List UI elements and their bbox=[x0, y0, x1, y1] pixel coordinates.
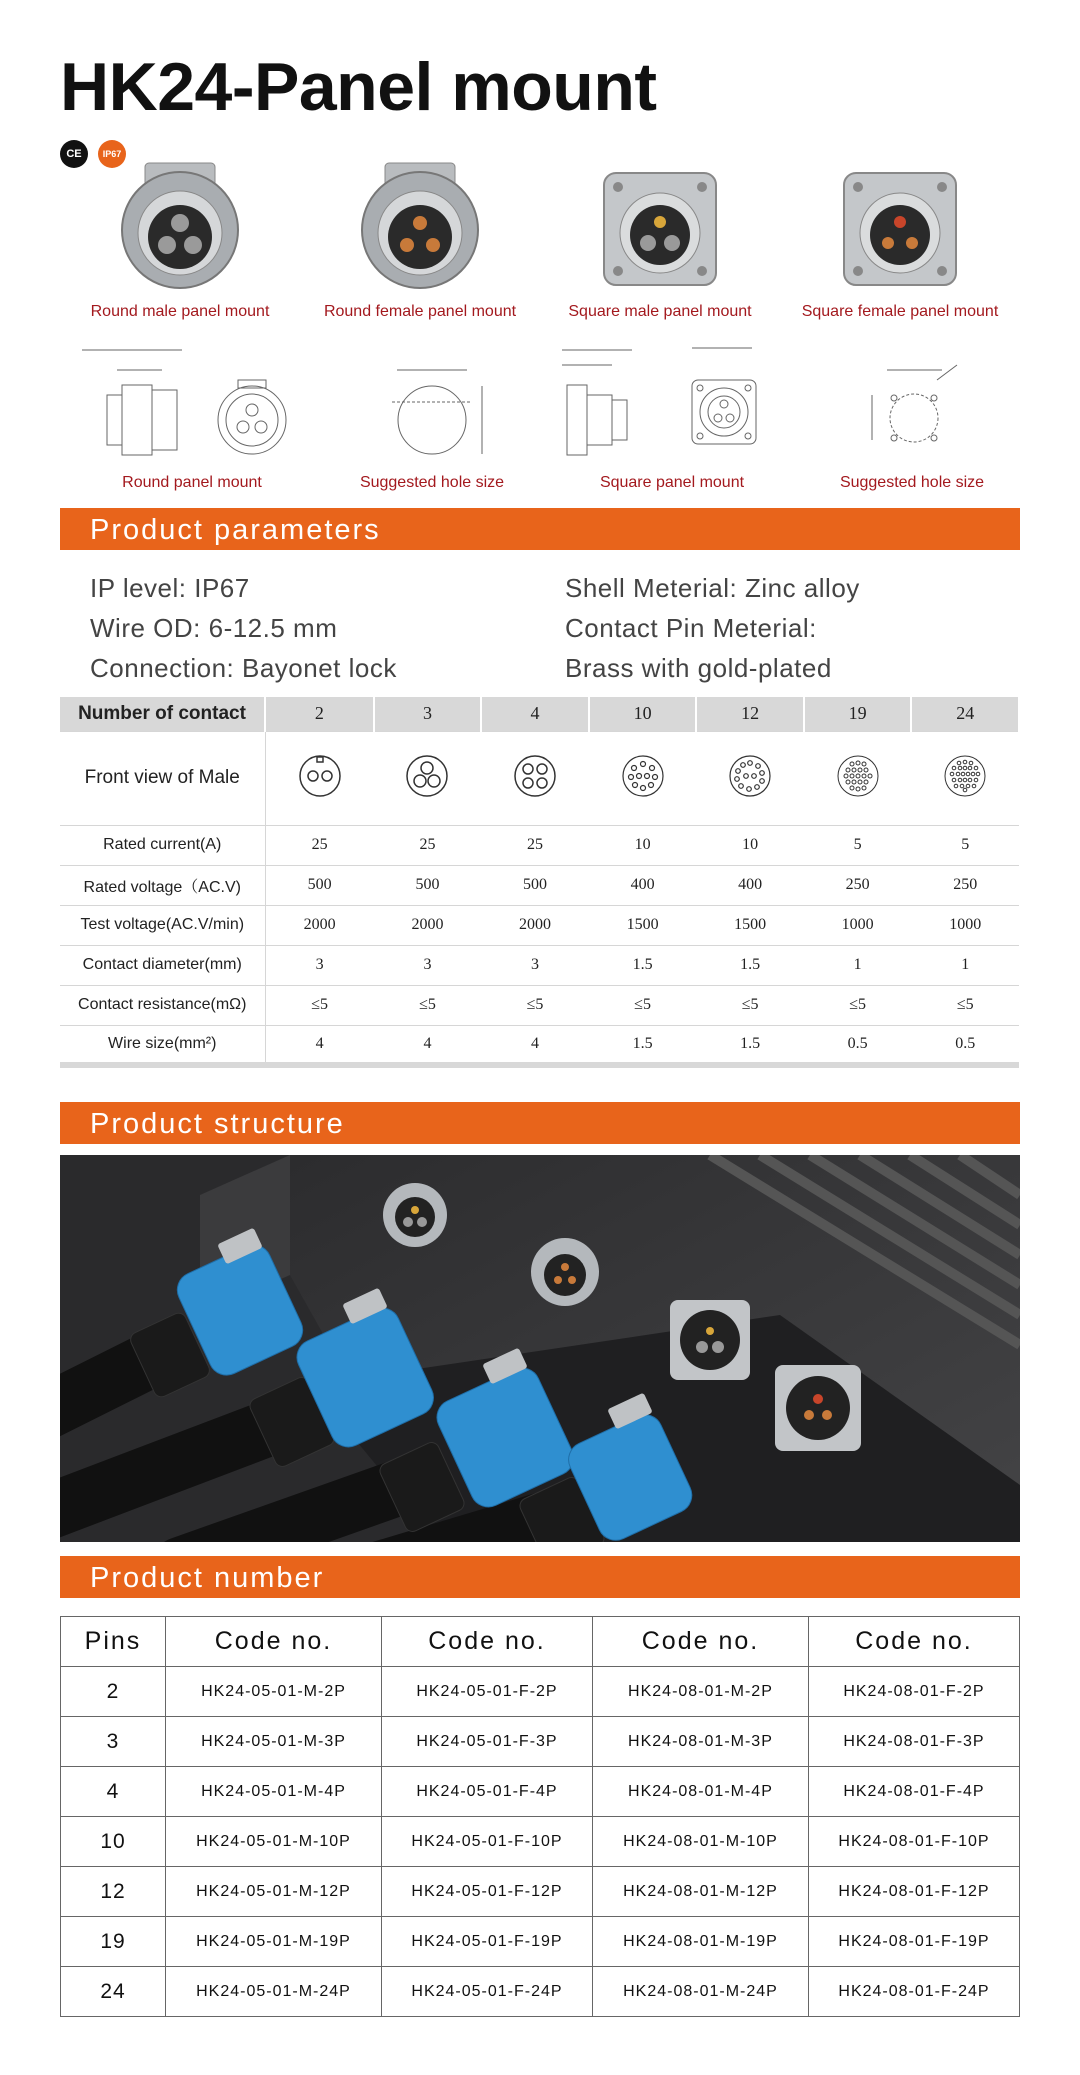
spec-cell: 250 bbox=[804, 865, 912, 905]
spec-cell: 4 bbox=[265, 1025, 374, 1065]
spec-row-label: Contact diameter(mm) bbox=[60, 945, 265, 985]
product-round-male bbox=[60, 155, 300, 330]
pin-layout-2-icon bbox=[297, 753, 343, 799]
pn-pins-cell: 24 bbox=[61, 1967, 166, 2017]
spec-cell: 0.5 bbox=[911, 1025, 1019, 1065]
spec-cell: 25 bbox=[481, 825, 589, 865]
contact-count-cell: 3 bbox=[374, 697, 482, 731]
spec-cell: 250 bbox=[911, 865, 1019, 905]
pn-header-pins: Pins bbox=[61, 1617, 166, 1667]
drawing-square-panel bbox=[540, 340, 804, 500]
spec-cell: 4 bbox=[374, 1025, 482, 1065]
pn-code-cell: HK24-08-01-F-4P bbox=[808, 1767, 1019, 1817]
drawing-caption: Suggested hole size bbox=[839, 474, 985, 491]
product-caption: Square male panel mount bbox=[568, 303, 752, 320]
drawing-caption: Round panel mount bbox=[122, 474, 262, 491]
pn-code-cell: HK24-08-01-M-3P bbox=[592, 1717, 808, 1767]
spec-cell: 2000 bbox=[265, 905, 374, 945]
spec-cell: 1.5 bbox=[589, 1025, 697, 1065]
front-view-cell bbox=[265, 731, 374, 825]
spec-row bbox=[60, 1025, 1019, 1065]
spec-row bbox=[60, 905, 1019, 945]
pin-layout-19-icon bbox=[835, 753, 881, 799]
connectors-on-panel-illustration bbox=[60, 1155, 1020, 1542]
pn-row bbox=[61, 1717, 1020, 1767]
param-line: Contact Pin Meterial: bbox=[565, 613, 817, 643]
section-header-parameters bbox=[60, 508, 1020, 550]
spec-cell: 5 bbox=[911, 825, 1019, 865]
spec-cell: 1000 bbox=[804, 905, 912, 945]
contact-count-cell: 19 bbox=[804, 697, 912, 731]
spec-cell: ≤5 bbox=[589, 985, 697, 1025]
spec-cell: 1000 bbox=[911, 905, 1019, 945]
drawing-square-hole bbox=[804, 340, 1020, 500]
round-male-connector-icon bbox=[110, 155, 250, 295]
pn-pins-cell: 10 bbox=[61, 1817, 166, 1867]
product-round-female bbox=[300, 155, 540, 330]
drawing-caption: Suggested hole size bbox=[359, 474, 505, 491]
pn-row bbox=[61, 1917, 1020, 1967]
front-view-cell bbox=[481, 731, 589, 825]
spec-cell: ≤5 bbox=[374, 985, 482, 1025]
front-view-cell bbox=[374, 731, 482, 825]
pn-code-cell: HK24-05-01-F-10P bbox=[381, 1817, 592, 1867]
pn-code-cell: HK24-05-01-F-24P bbox=[381, 1967, 592, 2017]
spec-row-label: Contact resistance(mΩ) bbox=[60, 985, 265, 1025]
spec-cell: 10 bbox=[696, 825, 804, 865]
pn-code-cell: HK24-08-01-F-12P bbox=[808, 1867, 1019, 1917]
pn-row bbox=[61, 1667, 1020, 1717]
spec-cell: ≤5 bbox=[265, 985, 374, 1025]
pn-code-cell: HK24-08-01-M-10P bbox=[592, 1817, 808, 1867]
pin-layout-10-icon bbox=[620, 753, 666, 799]
product-number-table bbox=[60, 1616, 1020, 2017]
square-hole-drawing-icon bbox=[832, 340, 992, 470]
product-caption: Square female panel mount bbox=[801, 303, 999, 320]
pn-code-cell: HK24-08-01-M-12P bbox=[592, 1867, 808, 1917]
contact-count-cell: 4 bbox=[481, 697, 589, 731]
param-line: Connection: Bayonet lock bbox=[90, 653, 397, 683]
contact-count-cell: 10 bbox=[589, 697, 697, 731]
spec-cell: ≤5 bbox=[696, 985, 804, 1025]
spec-row bbox=[60, 865, 1019, 905]
front-view-cell bbox=[589, 731, 697, 825]
pn-code-cell: HK24-08-01-F-19P bbox=[808, 1917, 1019, 1967]
pn-pins-cell: 19 bbox=[61, 1917, 166, 1967]
pn-code-cell: HK24-08-01-F-10P bbox=[808, 1817, 1019, 1867]
spec-cell: 3 bbox=[374, 945, 482, 985]
pn-header-row bbox=[61, 1617, 1020, 1667]
param-line: Shell Meterial: Zinc alloy bbox=[565, 573, 860, 603]
front-view-row bbox=[60, 731, 1019, 825]
section-header-number bbox=[60, 1556, 1020, 1598]
pin-layout-4-icon bbox=[512, 753, 558, 799]
pin-layout-12-icon bbox=[727, 753, 773, 799]
square-male-connector-icon bbox=[590, 155, 730, 295]
pn-code-cell: HK24-08-01-M-2P bbox=[592, 1667, 808, 1717]
spec-cell: 400 bbox=[589, 865, 697, 905]
product-images-row bbox=[60, 155, 1020, 330]
pn-code-cell: HK24-05-01-M-4P bbox=[166, 1767, 382, 1817]
pn-code-cell: HK24-08-01-M-4P bbox=[592, 1767, 808, 1817]
pn-row bbox=[61, 1967, 1020, 2017]
pn-code-cell: HK24-05-01-M-24P bbox=[166, 1967, 382, 2017]
front-view-label: Front view of Male bbox=[60, 731, 265, 825]
product-square-male bbox=[540, 155, 780, 330]
pn-row bbox=[61, 1817, 1020, 1867]
spec-cell: 25 bbox=[374, 825, 482, 865]
spec-cell: 500 bbox=[265, 865, 374, 905]
spec-cell: ≤5 bbox=[481, 985, 589, 1025]
pn-header-code: Code no. bbox=[808, 1617, 1019, 1667]
spec-cell: 10 bbox=[589, 825, 697, 865]
ip67-badge-icon: IP67 bbox=[98, 140, 126, 168]
spec-table bbox=[60, 697, 1020, 1068]
pn-code-cell: HK24-08-01-F-24P bbox=[808, 1967, 1019, 2017]
spec-cell: 3 bbox=[265, 945, 374, 985]
spec-row bbox=[60, 825, 1019, 865]
front-view-cell bbox=[696, 731, 804, 825]
spec-cell: 1.5 bbox=[589, 945, 697, 985]
spec-cell: 4 bbox=[481, 1025, 589, 1065]
param-line: Brass with gold-plated bbox=[565, 653, 832, 683]
spec-cell: 2000 bbox=[374, 905, 482, 945]
drawing-round-hole bbox=[324, 340, 540, 500]
spec-cell: ≤5 bbox=[911, 985, 1019, 1025]
pn-code-cell: HK24-05-01-F-2P bbox=[381, 1667, 592, 1717]
pn-code-cell: HK24-05-01-F-12P bbox=[381, 1867, 592, 1917]
spec-row-label: Rated voltage（AC.V) bbox=[60, 865, 265, 905]
pn-pins-cell: 4 bbox=[61, 1767, 166, 1817]
parameters-left-column bbox=[90, 568, 397, 688]
section-title: Product structure bbox=[90, 1108, 345, 1140]
param-line: IP level: IP67 bbox=[90, 573, 250, 603]
spec-cell: 400 bbox=[696, 865, 804, 905]
spec-cell: 1500 bbox=[589, 905, 697, 945]
spec-cell: 1500 bbox=[696, 905, 804, 945]
spec-cell: 3 bbox=[481, 945, 589, 985]
spec-cell: 1 bbox=[911, 945, 1019, 985]
pn-header-code: Code no. bbox=[592, 1617, 808, 1667]
pn-code-cell: HK24-05-01-M-12P bbox=[166, 1867, 382, 1917]
spec-header-label: Number of contact bbox=[60, 697, 265, 731]
spec-cell: 500 bbox=[374, 865, 482, 905]
pn-row bbox=[61, 1867, 1020, 1917]
section-title: Product number bbox=[90, 1562, 325, 1594]
pn-code-cell: HK24-05-01-M-10P bbox=[166, 1817, 382, 1867]
pn-code-cell: HK24-05-01-F-3P bbox=[381, 1717, 592, 1767]
spec-row bbox=[60, 985, 1019, 1025]
contact-count-cell: 24 bbox=[911, 697, 1019, 731]
spec-cell: ≤5 bbox=[804, 985, 912, 1025]
contact-count-cell: 12 bbox=[696, 697, 804, 731]
pn-header-code: Code no. bbox=[381, 1617, 592, 1667]
round-hole-drawing-icon bbox=[352, 340, 512, 470]
section-header-structure bbox=[60, 1102, 1020, 1144]
spec-cell: 0.5 bbox=[804, 1025, 912, 1065]
pn-code-cell: HK24-05-01-M-2P bbox=[166, 1667, 382, 1717]
drawing-caption: Square panel mount bbox=[599, 474, 745, 491]
ce-mark-icon: CE bbox=[60, 140, 88, 168]
spec-cell: 25 bbox=[265, 825, 374, 865]
pn-code-cell: HK24-05-01-F-19P bbox=[381, 1917, 592, 1967]
structure-illustration bbox=[60, 1155, 1020, 1542]
pin-layout-24-icon bbox=[942, 753, 988, 799]
pn-code-cell: HK24-08-01-F-3P bbox=[808, 1717, 1019, 1767]
spec-row-label: Test voltage(AC.V/min) bbox=[60, 905, 265, 945]
round-panel-drawing-icon bbox=[72, 340, 312, 470]
square-panel-drawing-icon bbox=[552, 340, 792, 470]
pn-code-cell: HK24-05-01-F-4P bbox=[381, 1767, 592, 1817]
spec-cell: 5 bbox=[804, 825, 912, 865]
spec-row-label: Rated current(A) bbox=[60, 825, 265, 865]
pn-pins-cell: 3 bbox=[61, 1717, 166, 1767]
parameters-right-column bbox=[565, 568, 860, 688]
product-caption: Round female panel mount bbox=[323, 303, 517, 320]
spec-cell: 500 bbox=[481, 865, 589, 905]
pn-header-code: Code no. bbox=[166, 1617, 382, 1667]
drawing-round-panel bbox=[60, 340, 324, 500]
pin-layout-3-icon bbox=[404, 753, 450, 799]
front-view-cell bbox=[804, 731, 912, 825]
spec-cell: 1 bbox=[804, 945, 912, 985]
spec-row bbox=[60, 945, 1019, 985]
technical-drawings-row bbox=[60, 340, 1020, 500]
pn-code-cell: HK24-08-01-M-24P bbox=[592, 1967, 808, 2017]
spec-cell: 2000 bbox=[481, 905, 589, 945]
page-title: HK24-Panel mount bbox=[60, 49, 657, 125]
pn-code-cell: HK24-08-01-F-2P bbox=[808, 1667, 1019, 1717]
pn-code-cell: HK24-05-01-M-19P bbox=[166, 1917, 382, 1967]
spec-cell: 1.5 bbox=[696, 1025, 804, 1065]
pn-code-cell: HK24-05-01-M-3P bbox=[166, 1717, 382, 1767]
square-female-connector-icon bbox=[830, 155, 970, 295]
product-caption: Round male panel mount bbox=[90, 303, 270, 320]
spec-row-label: Wire size(mm²) bbox=[60, 1025, 265, 1065]
pn-row bbox=[61, 1767, 1020, 1817]
pn-pins-cell: 12 bbox=[61, 1867, 166, 1917]
spec-cell: 1.5 bbox=[696, 945, 804, 985]
round-female-connector-icon bbox=[350, 155, 490, 295]
section-title: Product parameters bbox=[90, 514, 381, 546]
front-view-cell bbox=[911, 731, 1019, 825]
spec-header-row bbox=[60, 697, 1019, 731]
pn-code-cell: HK24-08-01-M-19P bbox=[592, 1917, 808, 1967]
param-line: Wire OD: 6-12.5 mm bbox=[90, 613, 338, 643]
product-square-female bbox=[780, 155, 1020, 330]
contact-count-cell: 2 bbox=[265, 697, 374, 731]
pn-pins-cell: 2 bbox=[61, 1667, 166, 1717]
